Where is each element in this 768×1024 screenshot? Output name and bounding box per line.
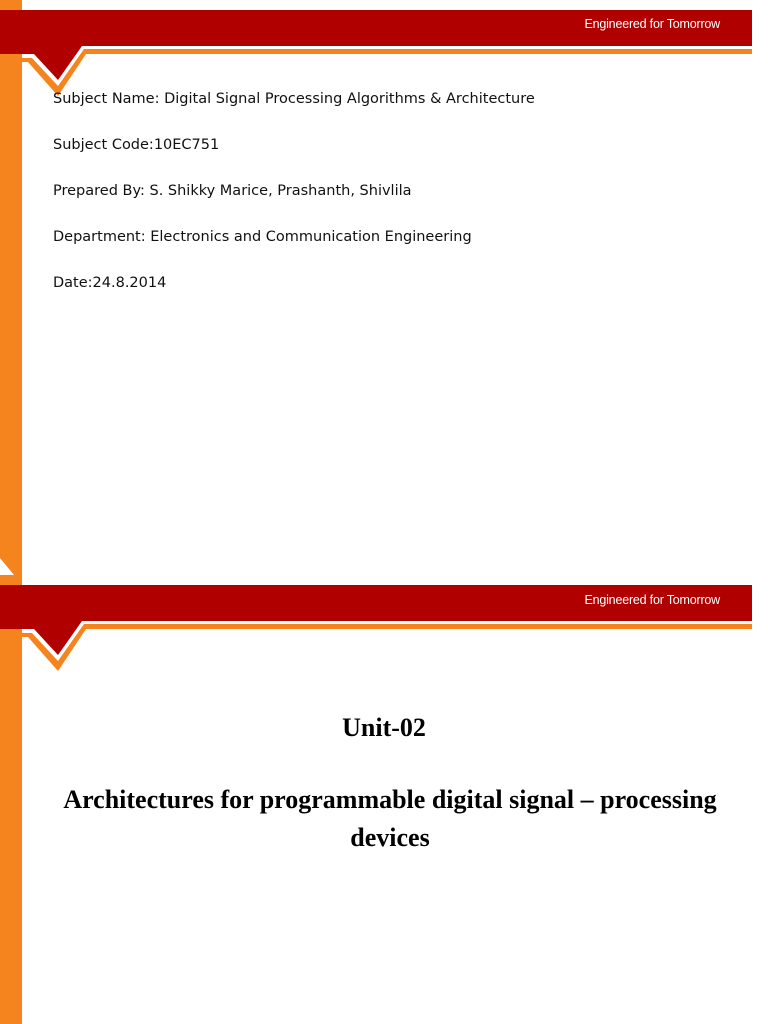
left-accent-bar [0,575,22,1024]
date: Date:24.8.2014 [53,275,167,291]
tagline: Engineered for Tomorrow [584,593,720,607]
prepared-by: Prepared By: S. Shikky Marice, Prashanth, Shivlila [53,183,412,199]
unit-heading: Architectures for programmable digital signal – processing devices [63,785,717,852]
unit-slide [0,575,768,1024]
unit-number: Unit-02 [342,713,426,742]
tagline: Engineered for Tomorrow [584,17,720,31]
subject-info [53,88,535,318]
subject-code: Subject Code:10EC751 [53,137,220,153]
subject-name: Subject Name: Digital Signal Processing Algorithms & Architecture [53,91,535,107]
banner-orange-edge [0,624,752,671]
department: Department: Electronics and Communication Engineering [53,229,472,245]
left-accent-bar [0,0,22,575]
